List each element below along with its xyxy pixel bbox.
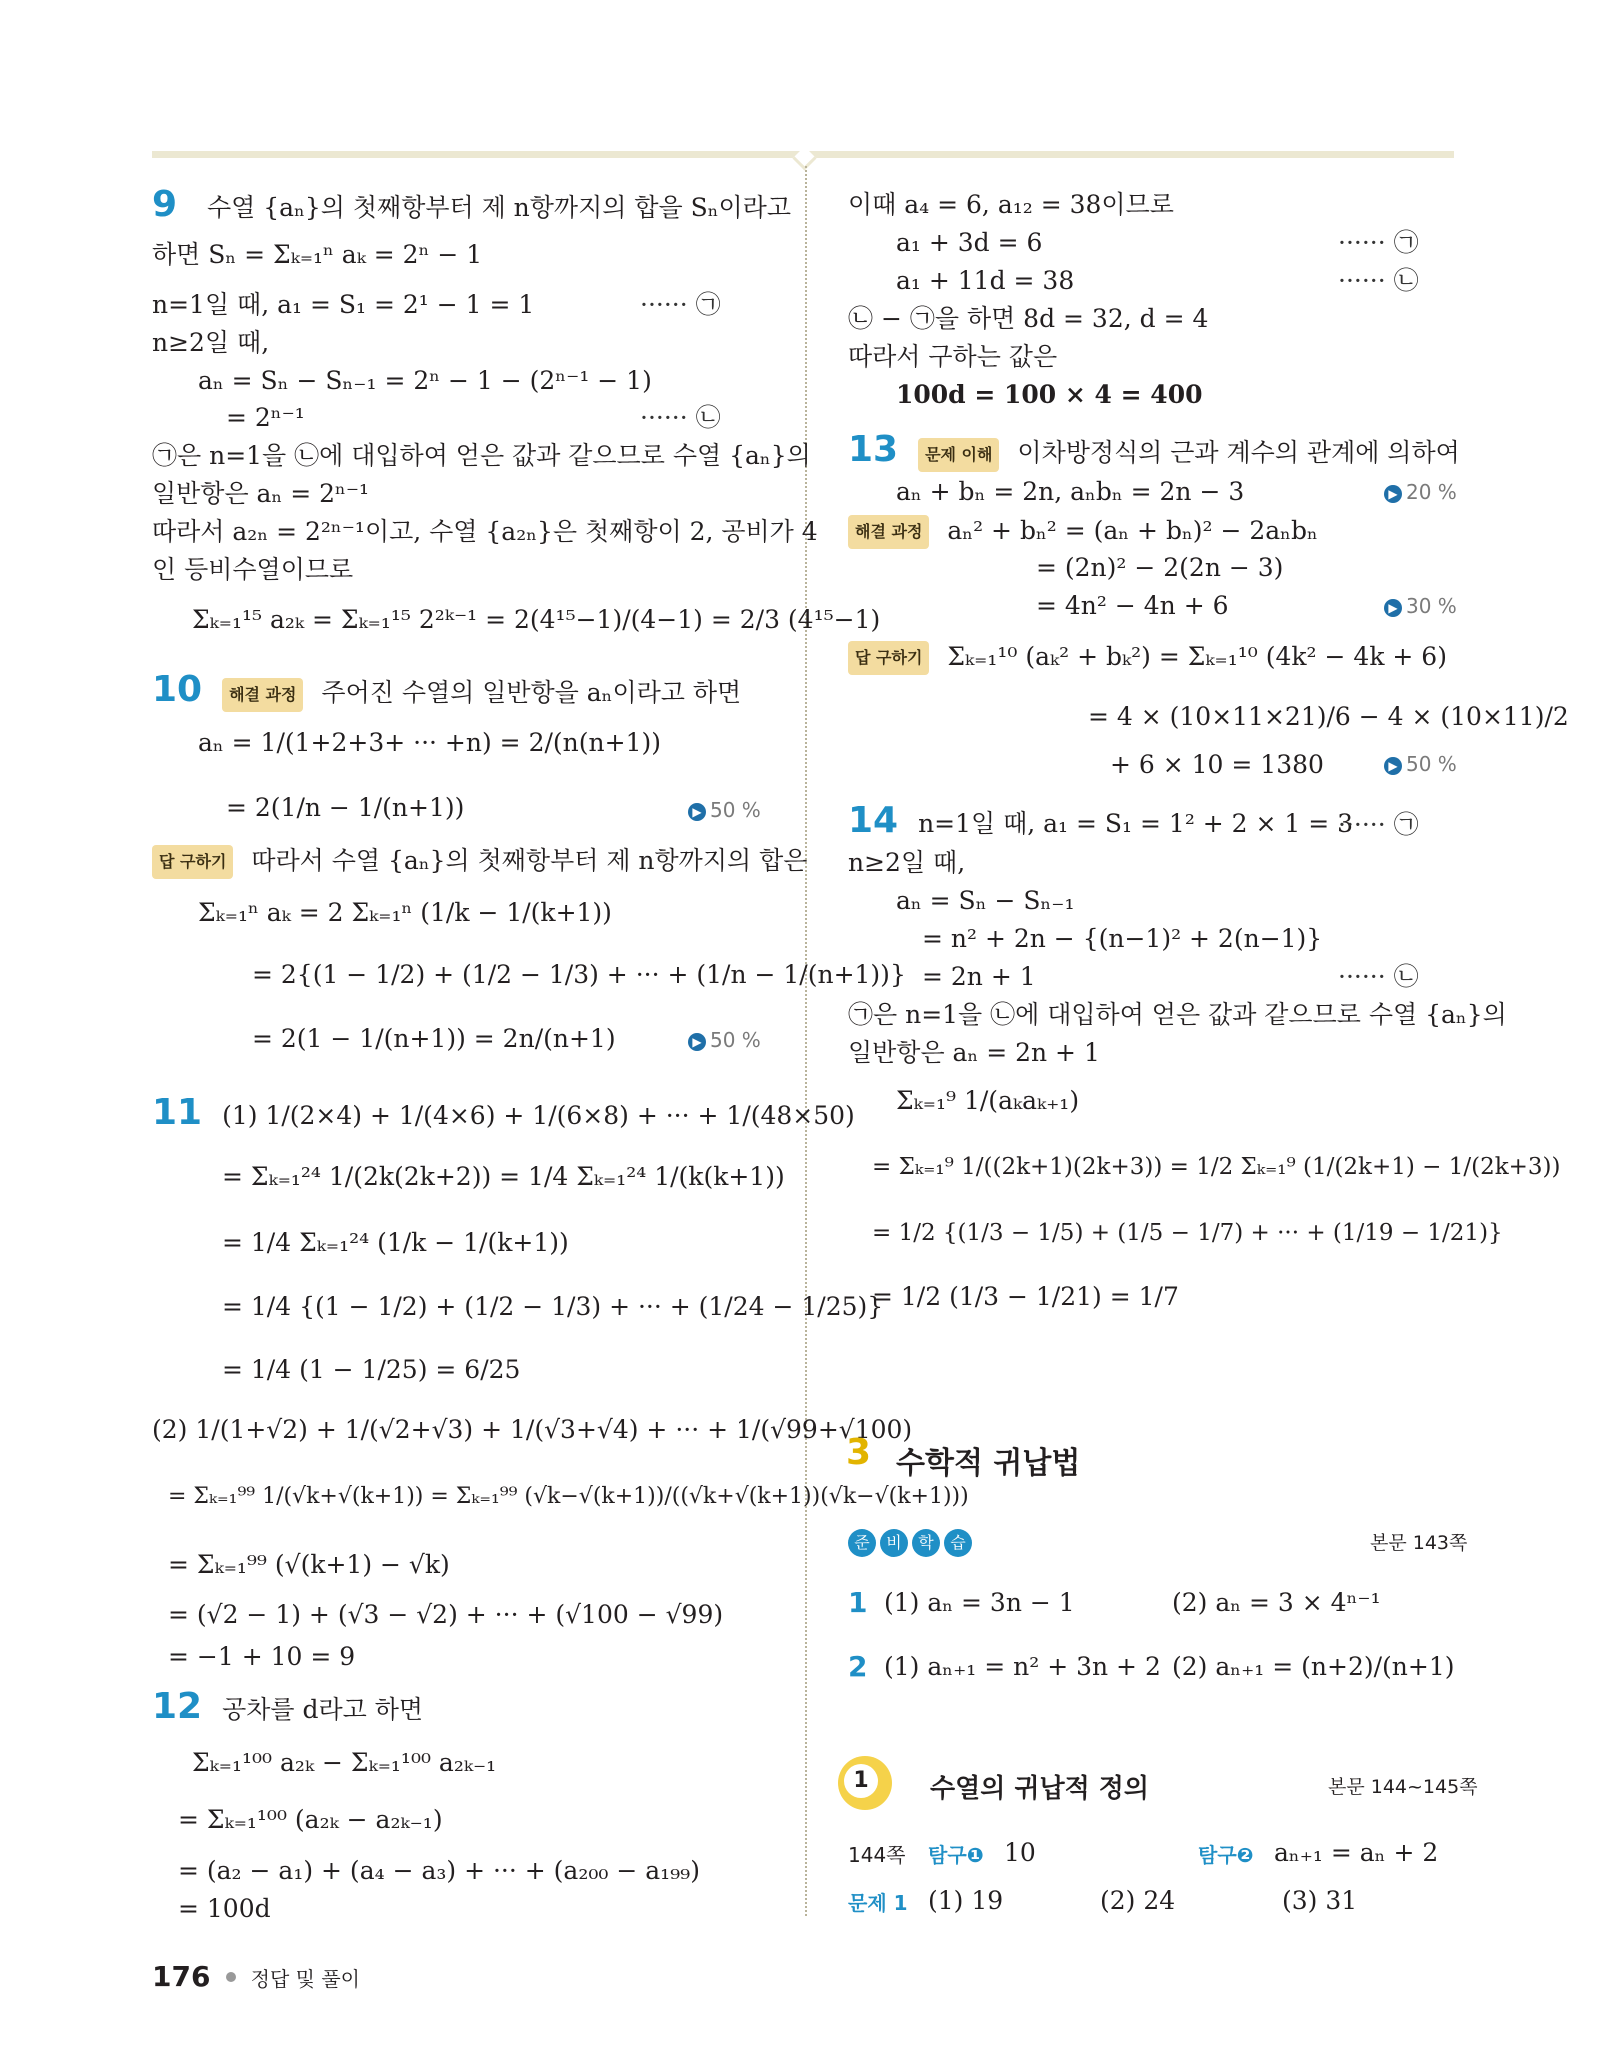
problem-answer: (2) 24 <box>1100 1886 1176 1915</box>
explore-answer: 10 <box>1004 1838 1036 1867</box>
problem-12-line-1: 12 공차를 d라고 하면 <box>152 1686 424 1727</box>
problem-11-line-1: 11 (1) 1/(2×4) + 1/(4×6) + 1/(6×8) + ··· + 1/(48×50) <box>152 1092 855 1133</box>
answer-text: (1) aₙ₊₁ = n² + 3n + 2 <box>884 1652 1161 1681</box>
score-percent: ▶ 30 % <box>1384 594 1457 618</box>
problem-9-line-3: n=1일 때, a₁ = S₁ = 2¹ − 1 = 1 <box>152 290 535 319</box>
problem-14-line-11: = 1/2 (1/3 − 1/21) = 1/7 <box>872 1282 1179 1311</box>
problem-11-line-5: = 1/4 (1 − 1/25) = 6/25 <box>222 1355 521 1384</box>
explore-tag: 탐구❷ <box>1198 1843 1254 1867</box>
equation-marker: ······ ㉡ <box>640 403 721 432</box>
step-tag: 해결 과정 <box>222 678 303 712</box>
problem-12-cont-line-5: 따라서 구하는 값은 <box>848 342 1058 371</box>
score-percent: ▶ 50 % <box>688 1028 761 1052</box>
problem-9-line-9: 따라서 a₂ₙ = 2²ⁿ⁻¹이고, 수열 {a₂ₙ}은 첫째항이 2, 공비가 4 <box>152 517 818 546</box>
problem-11-line-7: = Σₖ₌₁⁹⁹ 1/(√k+√(k+1)) = Σₖ₌₁⁹⁹ (√k−√(k+1))/((√k+√(k+1))(√k−√(k+1))) <box>168 1484 969 1509</box>
step-tag: 답 구하기 <box>152 845 233 879</box>
page-label: 144쪽 <box>848 1843 906 1867</box>
arrow-icon: ▶ <box>1384 757 1402 775</box>
problem-13-line-8: + 6 × 10 = 1380 <box>1110 750 1324 779</box>
equation-marker: ······ ㉠ <box>640 290 721 319</box>
subsection-title: 수열의 귀납적 정의 <box>930 1774 1150 1804</box>
problem-13-line-7: = 4 × (10×11×21)/6 − 4 × (10×11)/2 <box>1088 702 1569 731</box>
score-percent: ▶ 50 % <box>688 798 761 822</box>
problem-12-cont-line-3: a₁ + 11d = 38 <box>896 266 1075 295</box>
problem-12-cont-line-1: 이때 a₄ = 6, a₁₂ = 38이므로 <box>848 190 1174 219</box>
problem-9-line-4: n≥2일 때, <box>152 328 270 357</box>
explore-tag: 탐구❶ <box>928 1843 984 1867</box>
problem-9-line-10: 인 등비수열이므로 <box>152 555 354 584</box>
problem-13-line-4: = (2n)² − 2(2n − 3) <box>1036 553 1284 582</box>
problem-12-line-5: = 100d <box>178 1894 271 1923</box>
subsection-badge: 1 <box>838 1756 892 1810</box>
page-number: 176 <box>152 1960 211 1993</box>
problem-9-line-7: ㉠은 n=1을 ㉡에 대입하여 얻은 값과 같으므로 수열 {aₙ}의 <box>152 441 811 470</box>
problem-11-line-6: (2) 1/(1+√2) + 1/(√2+√3) + 1/(√3+√4) + ··· + 1/(√99+√100) <box>152 1415 913 1444</box>
prep-badge: 준 <box>848 1529 876 1557</box>
problem-11-line-4: = 1/4 {(1 − 1/2) + (1/2 − 1/3) + ··· + (1/24 − 1/25)} <box>222 1292 884 1321</box>
score-percent: ▶ 50 % <box>1384 752 1457 776</box>
arrow-icon: ▶ <box>688 803 706 821</box>
prep-badge: 비 <box>880 1529 908 1557</box>
problem-12-line-2: Σₖ₌₁¹⁰⁰ a₂ₖ − Σₖ₌₁¹⁰⁰ a₂ₖ₋₁ <box>192 1748 497 1777</box>
bullet-icon <box>226 1972 236 1982</box>
problem-13-line-2: aₙ + bₙ = 2n, aₙbₙ = 2n − 3 <box>896 477 1245 506</box>
equation-marker: ······ ㉠ <box>1338 810 1419 839</box>
problem-9-line-8: 일반항은 aₙ = 2ⁿ⁻¹ <box>152 479 370 508</box>
page-reference: 본문 143쪽 <box>1370 1532 1468 1554</box>
problem-number: 10 <box>152 669 203 710</box>
problem-13-line-3: 해결 과정 aₙ² + bₙ² = (aₙ + bₙ)² − 2aₙbₙ <box>848 515 1318 549</box>
answer-text: (2) aₙ₊₁ = (n+2)/(n+1) <box>1172 1652 1455 1681</box>
equation-marker: ······ ㉡ <box>1338 962 1419 991</box>
problem-14-line-10: = 1/2 {(1/3 − 1/5) + (1/5 − 1/7) + ··· + (1/19 − 1/21)} <box>872 1220 1503 1246</box>
problem-number: 13 <box>848 429 899 470</box>
prep-badges <box>848 1525 976 1557</box>
section-title: 수학적 귀납법 <box>896 1446 1081 1481</box>
problem-14-line-4: = n² + 2n − {(n−1)² + 2(n−1)} <box>922 924 1323 953</box>
problem-10-line-4: 답 구하기 따라서 수열 {aₙ}의 첫째항부터 제 n항까지의 합은 <box>152 845 807 879</box>
step-tag: 해결 과정 <box>848 515 929 549</box>
problem-14-line-3: aₙ = Sₙ − Sₙ₋₁ <box>896 886 1075 915</box>
problem-14-line-6: ㉠은 n=1을 ㉡에 대입하여 얻은 값과 같으므로 수열 {aₙ}의 <box>848 1000 1507 1029</box>
problem-11-line-3: = 1/4 Σₖ₌₁²⁴ (1/k − 1/(k+1)) <box>222 1228 569 1257</box>
problem-13-line-1: 13 문제 이해 이차방정식의 근과 계수의 관계에 의하여 <box>848 429 1460 470</box>
problem-tag: 문제 1 <box>848 1891 908 1915</box>
problem-number: 11 <box>152 1092 203 1133</box>
problem-13-line-6: 답 구하기 Σₖ₌₁¹⁰ (aₖ² + bₖ²) = Σₖ₌₁¹⁰ (4k² − 4k + 6) <box>848 641 1447 675</box>
problem-11-line-10: = −1 + 10 = 9 <box>168 1642 356 1671</box>
problem-11-line-8: = Σₖ₌₁⁹⁹ (√(k+1) − √k) <box>168 1550 450 1579</box>
answer-number: 1 <box>848 1586 868 1619</box>
problem-12-answer: 100d = 100 × 4 = 400 <box>896 380 1203 409</box>
score-percent: ▶ 20 % <box>1384 480 1457 504</box>
problem-14-line-2: n≥2일 때, <box>848 848 966 877</box>
problem-9-line-2: 하면 Sₙ = Σₖ₌₁ⁿ aₖ = 2ⁿ − 1 <box>152 240 483 269</box>
column-divider <box>805 166 807 1916</box>
problem-number: 12 <box>152 1686 203 1727</box>
problem-answer: (3) 31 <box>1282 1886 1358 1915</box>
arrow-icon: ▶ <box>1384 599 1402 617</box>
explore-answer: aₙ₊₁ = aₙ + 2 <box>1274 1838 1439 1867</box>
problem-10-line-5: Σₖ₌₁ⁿ aₖ = 2 Σₖ₌₁ⁿ (1/k − 1/(k+1)) <box>198 898 612 927</box>
problem-9-line-11: Σₖ₌₁¹⁵ a₂ₖ = Σₖ₌₁¹⁵ 2²ᵏ⁻¹ = 2(4¹⁵−1)/(4−1) = 2/3 (4¹⁵−1) <box>192 605 881 634</box>
answer-text: (2) aₙ = 3 × 4ⁿ⁻¹ <box>1172 1588 1381 1617</box>
problem-14-line-9: = Σₖ₌₁⁹ 1/((2k+1)(2k+3)) = 1/2 Σₖ₌₁⁹ (1/(2k+1) − 1/(2k+3)) <box>872 1154 1561 1180</box>
prep-badge: 습 <box>944 1529 972 1557</box>
problem-10-line-3: = 2(1/n − 1/(n+1)) <box>226 793 465 822</box>
problem-11-line-2: = Σₖ₌₁²⁴ 1/(2k(2k+2)) = 1/4 Σₖ₌₁²⁴ 1/(k(k+1)) <box>222 1162 785 1191</box>
problem-10-line-2: aₙ = 1/(1+2+3+ ··· +n) = 2/(n(n+1)) <box>198 728 661 757</box>
problem-9-line-6: = 2ⁿ⁻¹ <box>226 403 305 432</box>
problem-answer: (1) 19 <box>928 1886 1004 1915</box>
problem-10-line-6: = 2{(1 − 1/2) + (1/2 − 1/3) + ··· + (1/n − 1/(n+1))} <box>252 960 906 989</box>
equation-marker: ······ ㉠ <box>1338 228 1419 257</box>
prep-badge: 학 <box>912 1529 940 1557</box>
step-tag: 답 구하기 <box>848 641 929 675</box>
problem-12-line-4: = (a₂ − a₁) + (a₄ − a₃) + ··· + (a₂₀₀ − a₁₉₉) <box>178 1856 700 1885</box>
problem-9-line-1: 9 수열 {aₙ}의 첫째항부터 제 n항까지의 합을 Sₙ이라고 <box>152 184 791 225</box>
problem-14-line-8: Σₖ₌₁⁹ 1/(aₖaₖ₊₁) <box>896 1086 1080 1115</box>
arrow-icon: ▶ <box>1384 485 1402 503</box>
section-number: 3 <box>846 1432 872 1473</box>
page-footer <box>152 1960 360 1993</box>
problem-12-line-3: = Σₖ₌₁¹⁰⁰ (a₂ₖ − a₂ₖ₋₁) <box>178 1805 443 1834</box>
problem-11-line-9: = (√2 − 1) + (√3 − √2) + ··· + (√100 − √99) <box>168 1600 724 1629</box>
problem-13-line-5: = 4n² − 4n + 6 <box>1036 591 1229 620</box>
problem-12-cont-line-2: a₁ + 3d = 6 <box>896 228 1043 257</box>
problem-10-line-1: 10 해결 과정 주어진 수열의 일반항을 aₙ이라고 하면 <box>152 669 742 710</box>
problem-9-line-5: aₙ = Sₙ − Sₙ₋₁ = 2ⁿ − 1 − (2ⁿ⁻¹ − 1) <box>198 366 652 395</box>
problem-number: 14 <box>848 800 899 841</box>
problem-10-line-7: = 2(1 − 1/(n+1)) = 2n/(n+1) <box>252 1024 616 1053</box>
page-reference: 본문 144~145쪽 <box>1328 1776 1478 1798</box>
equation-marker: ······ ㉡ <box>1338 266 1419 295</box>
answer-text: (1) aₙ = 3n − 1 <box>884 1588 1075 1617</box>
problem-14-line-7: 일반항은 aₙ = 2n + 1 <box>848 1038 1100 1067</box>
problem-12-cont-line-4: ㉡ − ㉠을 하면 8d = 32, d = 4 <box>848 304 1209 333</box>
problem-14-line-5: = 2n + 1 <box>922 962 1036 991</box>
problem-number: 9 <box>152 184 178 225</box>
answer-number: 2 <box>848 1650 868 1683</box>
arrow-icon: ▶ <box>688 1033 706 1051</box>
step-tag: 문제 이해 <box>918 438 999 472</box>
problem-14-line-1: 14 n=1일 때, a₁ = S₁ = 1² + 2 × 1 = 3 <box>848 800 1354 841</box>
footer-label: 정답 및 풀이 <box>250 1967 360 1991</box>
